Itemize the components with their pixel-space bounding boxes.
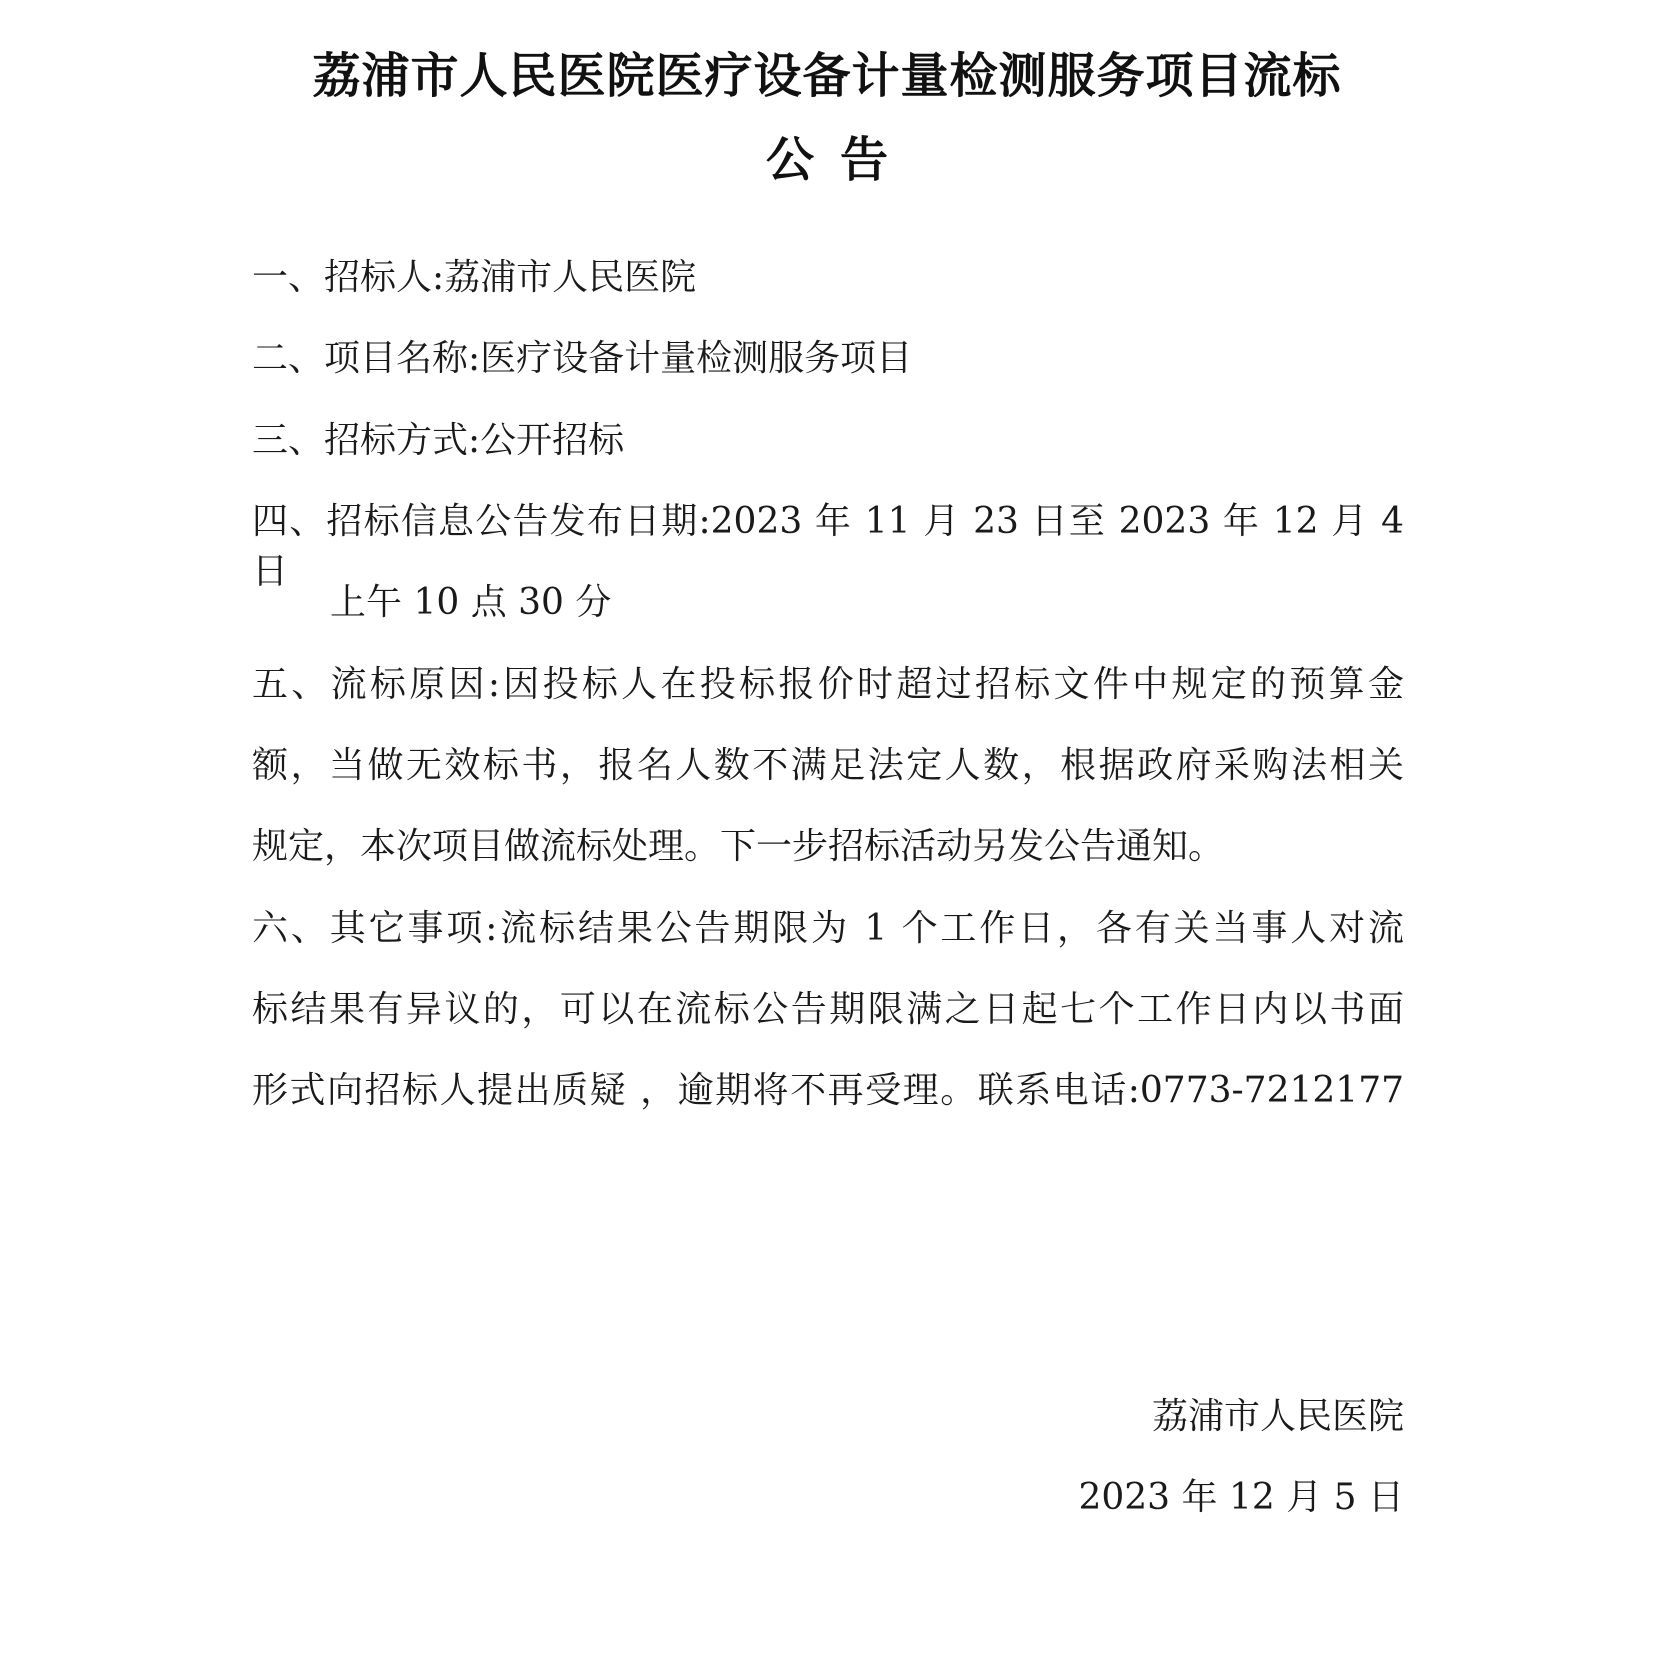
- item-tender-method: 三、招标方式:公开招标: [252, 420, 625, 461]
- item-failure-reason: 五、流标原因:因投标人在投标报价时超过招标文件中规定的预算金: [252, 664, 1404, 705]
- item-other-matters-cont2: 形式向招标人提出质疑 ，逾期将不再受理。联系电话:0773-7212177: [252, 1070, 1404, 1111]
- document-title-line2: 公告: [765, 132, 914, 188]
- signature-organization: 荔浦市人民医院: [1151, 1396, 1404, 1437]
- document-title-line1: 荔浦市人民医院医疗设备计量检测服务项目流标: [312, 48, 1342, 104]
- item-other-matters-cont1: 标结果有异议的，可以在流标公告期限满之日起七个工作日内以书面: [252, 989, 1404, 1030]
- item-tenderer: 一、招标人:荔浦市人民医院: [252, 257, 697, 298]
- item-other-matters: 六、其它事项:流标结果公告期限为 1 个工作日，各有关当事人对流: [252, 908, 1404, 949]
- item-announcement-date-cont: 上午 10 点 30 分: [330, 582, 612, 623]
- item-announcement-date: 四、招标信息公告发布日期:2023 年 11 月 23 日至 2023 年 12 月 4 日: [252, 501, 1404, 592]
- signature-date: 2023 年 12 月 5 日: [1078, 1477, 1404, 1518]
- item-failure-reason-cont2: 规定，本次项目做流标处理。下一步招标活动另发公告通知。: [252, 826, 1225, 867]
- item-failure-reason-cont1: 额，当做无效标书，报名人数不满足法定人数，根据政府采购法相关: [252, 745, 1404, 786]
- item-project-name: 二、项目名称:医疗设备计量检测服务项目: [252, 338, 913, 379]
